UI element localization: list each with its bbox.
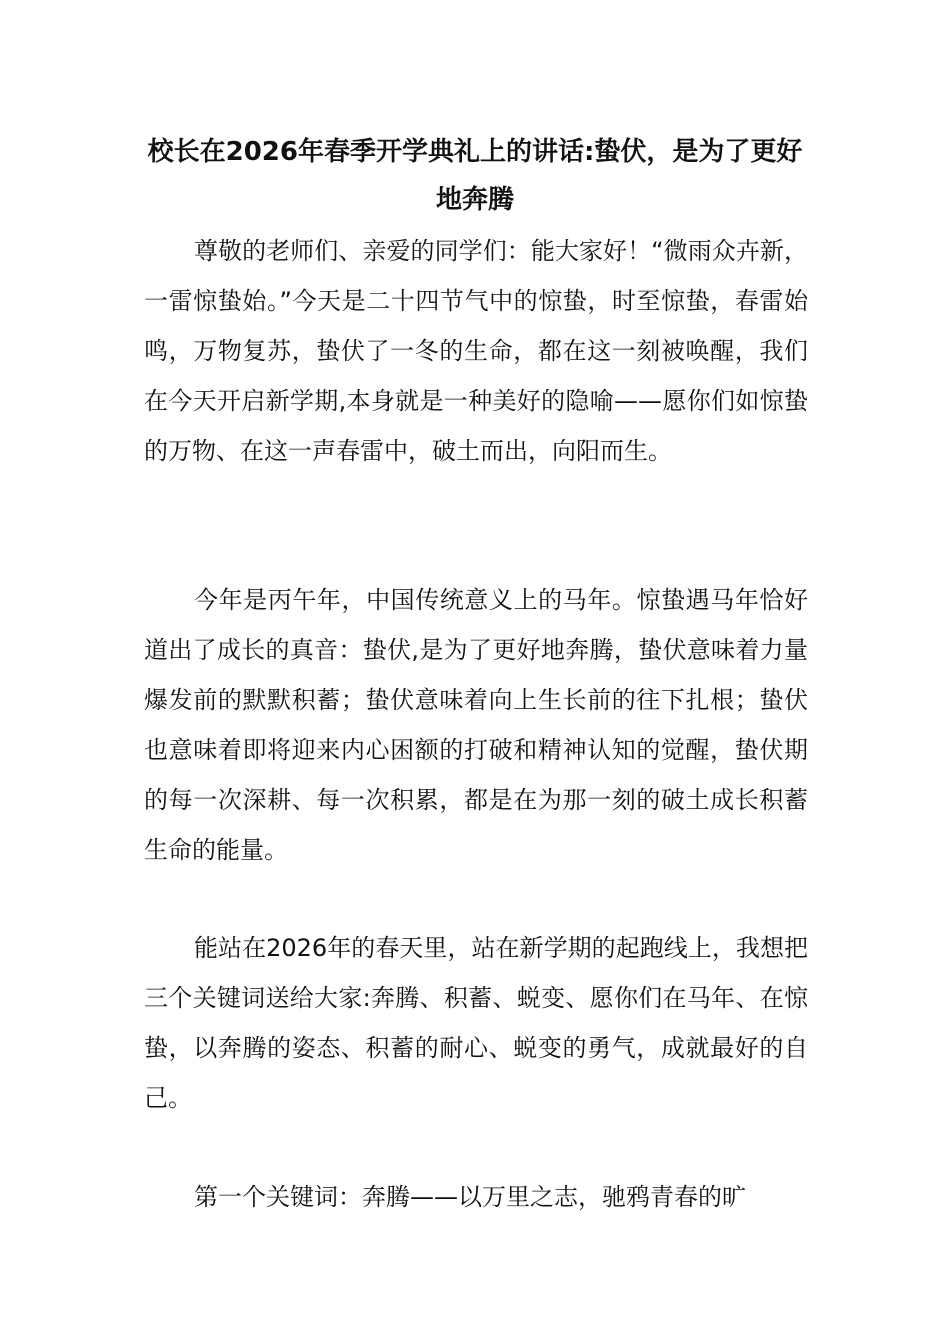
document-title: 校长在2026年春季开学典礼上的讲话:蛰伏，是为了更好地奔腾 [147, 137, 803, 215]
paragraph-three-keywords: 能站在2026年的春天里，站在新学期的起跑线上，我想把三个关键词送给大家:奔腾、积蓄、蜕变、愿你们在马年、在惊蛰，以奔腾的姿态、积蓄的耐心、蜕变的勇气，成就最好的自己。 [144, 934, 808, 1112]
paragraph-horse-year: 今年是丙午年，中国传统意义上的马年。惊蛰遇马年恰好道出了成长的真音：蛰伏,是为了更好地奔腾，蛰伏意味着力量爆发前的默默积蓄；蛰伏意味着向上生长前的往下扎根；蛰伏也意味着即将迎来内心困额的打破和精神认知的觉醒，蛰伏期的每一次深耕、每一次积累，都是在为那一刻的破土成长积蓄生命的能量。 [144, 586, 808, 864]
paragraph-first-keyword: 第一个关键词：奔腾——以万里之志，驰鸦青春的旷 [194, 1183, 746, 1211]
paragraph-greeting: 尊敬的老师们、亲爱的同学们：能大家好！“微雨众卉新，一雷惊蛰始。”今天是二十四节气中的惊蛰，时至惊蛰，春雷始鸣，万物复苏，蛰伏了一冬的生命，都在这一刻被唤醒，我们在今天开启新学期,本身就是一种美好的隐喻——愿你们如惊蛰的万物、在这一声春雷中，破土而出，向阳而生。 [144, 237, 808, 465]
